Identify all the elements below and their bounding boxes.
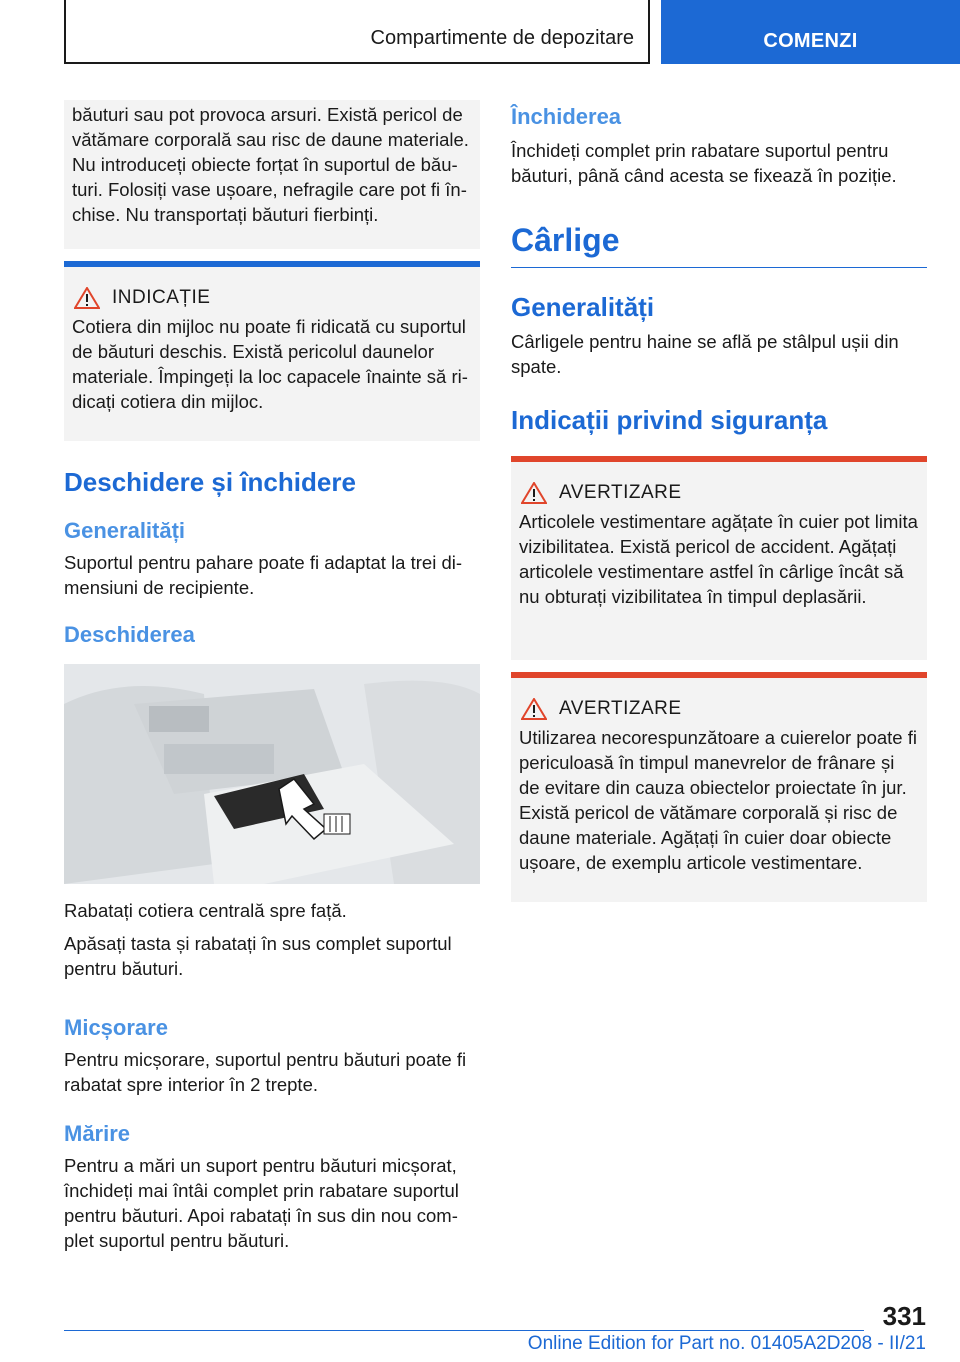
page-number: 331 — [882, 1301, 926, 1331]
warning-2-title: AVERTIZARE — [559, 698, 682, 719]
warning-continued-box — [64, 100, 480, 249]
armrest-illustration — [64, 664, 480, 884]
footer-divider — [64, 1330, 864, 1331]
notice-title: INDICAȚIE — [112, 287, 211, 308]
warning-1-text: Articolele vestimentare agățate în cuier pot limita vizibilitatea. Există pericol de accident. Agățați articolele vestimentare astfel în cârlige încât să nu obturați vizibilitatea în timpul deplasării. — [519, 511, 918, 607]
armrest-photo — [64, 664, 480, 884]
warning-1-title: AVERTIZARE — [559, 482, 682, 503]
heading-enlarge: Mărire — [64, 1121, 131, 1146]
heading-open-close: Deschidere și închidere — [64, 467, 356, 497]
heading-safety: Indicații privind siguranța — [511, 405, 828, 435]
right-column — [511, 100, 927, 902]
paragraph-reduce: Pentru micșorare, suportul pentru băuturi poate fi rabatat spre interior în 2 trepte. — [64, 1049, 467, 1095]
warning-box-2 — [511, 672, 927, 902]
heading-hooks: Cârlige — [511, 222, 927, 268]
heading-hooks-general: Generalități — [511, 292, 655, 322]
heading-opening: Deschiderea — [64, 622, 195, 647]
heading-general: Generalități — [64, 518, 186, 543]
heading-reduce: Micșorare — [64, 1015, 168, 1040]
warning-2-text: Utilizarea necorespunzătoare a cuierelor poate fi periculoasă în timpul manevrelor de frânare și de evitare din cauza obiectelor proiectate în jur. Există pericol de vătămare corporală și risc de daune materiale. Agățați în cuier doar obiecte ușoare, de exemplu articole vestimentare. — [519, 727, 917, 873]
step-1: Rabatați cotiera centrală spre față. — [64, 900, 347, 921]
paragraph-general: Suportul pentru pahare poate fi adaptat la trei dimensiuni de recipiente. — [64, 552, 463, 598]
warning-triangle-icon — [74, 287, 100, 309]
notice-text: Cotiera din mijloc nu poate fi ridicată cu suportul de băuturi deschis. Există pericolul daunelor materiale. Împingeți la loc capacele înainte să ridicați cotiera din mijloc. — [72, 316, 468, 412]
heading-closing: Închiderea — [511, 104, 622, 129]
left-column — [64, 100, 480, 1253]
notice-box — [64, 261, 480, 441]
header-tab-label: COMENZI — [763, 30, 858, 52]
step-2: Apăsați tasta și rabatați în sus complet suportul pentru băuturi. — [64, 933, 452, 979]
warning-box-1 — [511, 456, 927, 660]
warning-continued-text: băuturi sau pot provoca arsuri. Există pericol de vătămare corporală sau risc de daune materiale. Nu introduceți obiecte forțat în suportul de băuturi. Folosiți vase ușoare, nefragile care pot fi închise. Nu transportați băuturi fierbinți. — [72, 104, 469, 225]
paragraph-closing: Închideți complet prin rabatare suportul pentru băuturi, până când acesta se fixează în poziție. — [511, 140, 897, 186]
paragraph-enlarge: Pentru a mări un suport pentru băuturi micșorat, închideți mai întâi complet prin rabatare suportul pentru băuturi. Apoi rabatați în sus din nou complet suportul pentru băuturi. — [64, 1155, 459, 1251]
paragraph-hooks-general: Cârligele pentru haine se află pe stâlpul ușii din spate. — [511, 331, 899, 377]
warning-triangle-icon — [521, 698, 547, 720]
footer-edition: Online Edition for Part no. 01405A2D208 - II/21 — [527, 1333, 926, 1354]
header-section-box — [64, 0, 650, 64]
header-tab-comenzi[interactable] — [661, 0, 960, 64]
header-section-title: Compartimente de depozitare — [370, 27, 634, 49]
warning-triangle-icon — [521, 482, 547, 504]
